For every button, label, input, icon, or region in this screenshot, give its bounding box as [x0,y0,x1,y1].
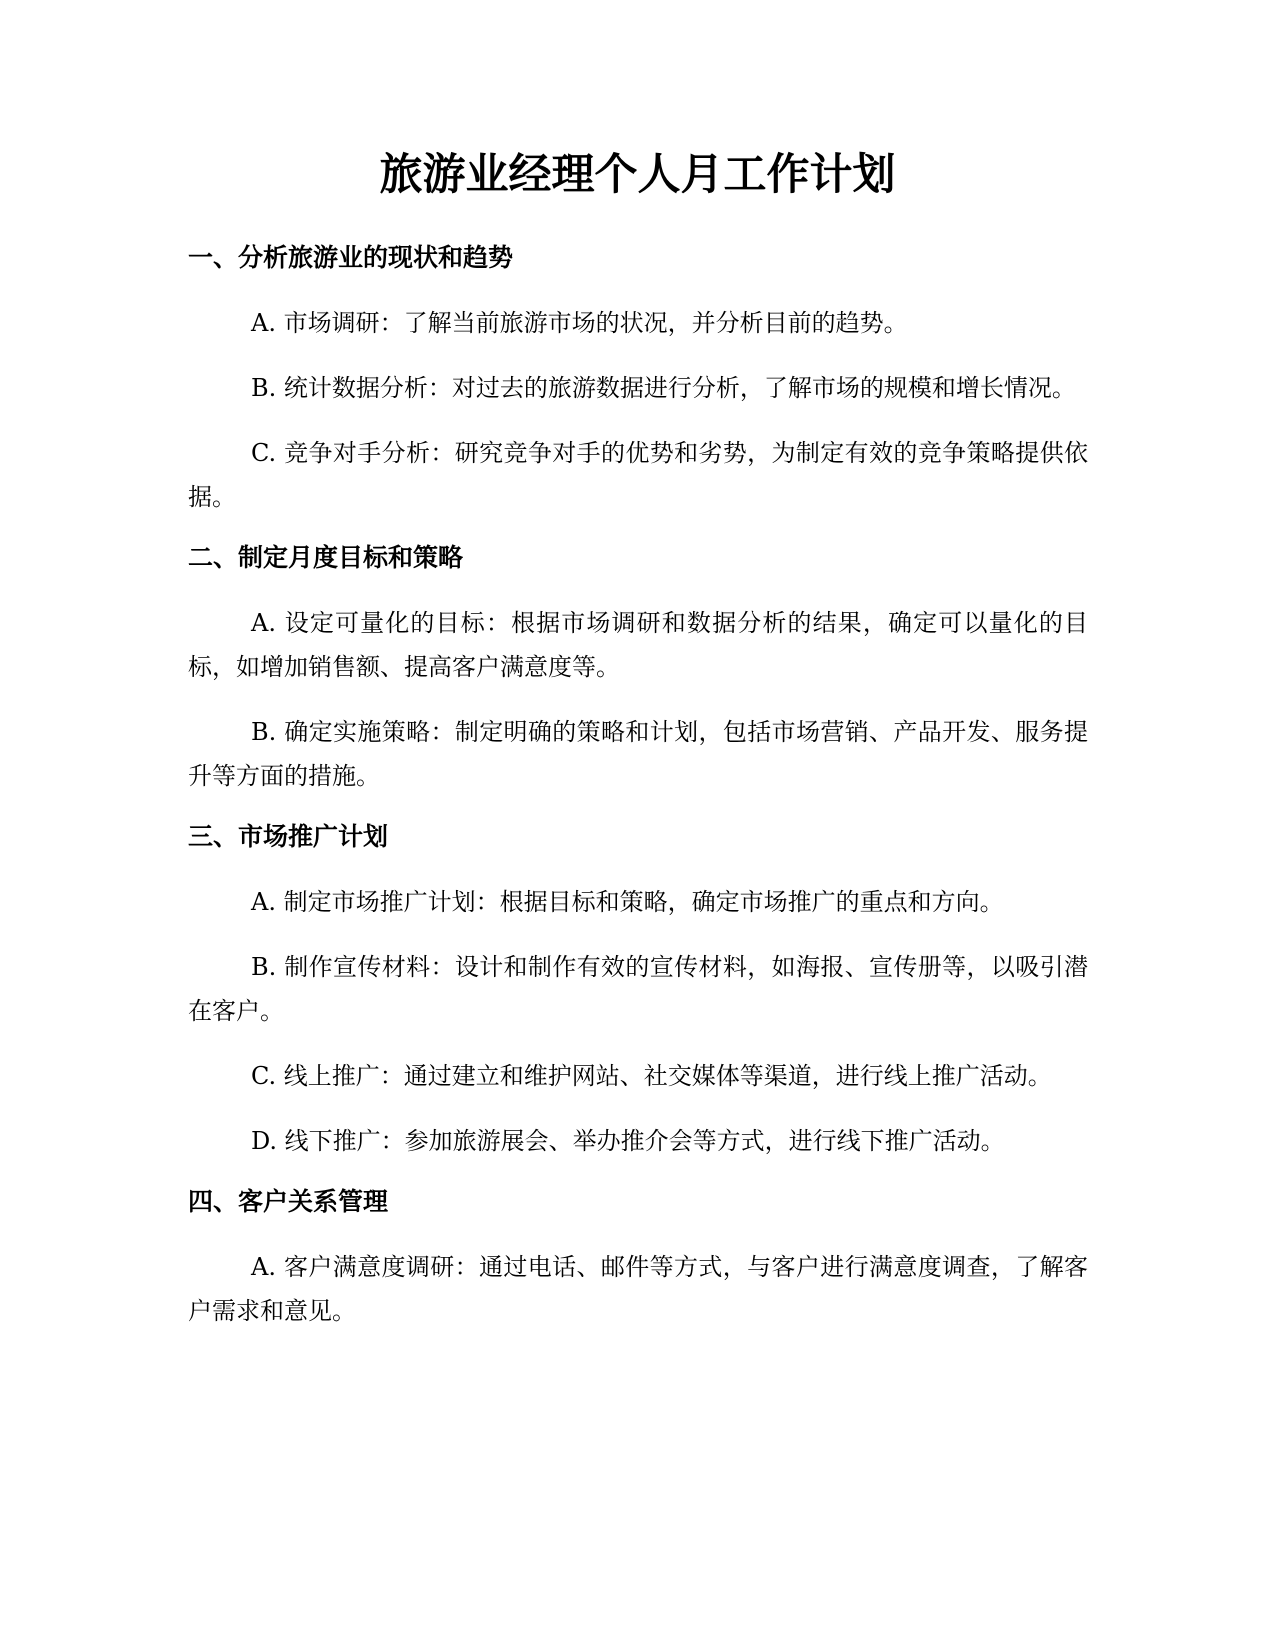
section-customer-relations [188,1184,1088,1333]
section-heading: 三、市场推广计划 [188,822,389,851]
paragraph: C. 线上推广：通过建立和维护网站、社交媒体等渠道，进行线上推广活动。 [251,1062,1052,1090]
paragraph: D. 线下推广：参加旅游展会、举办推介会等方式，进行线下推广活动。 [251,1127,1005,1155]
section-market-analysis [188,240,1088,519]
paragraph: B. 统计数据分析：对过去的旅游数据进行分析，了解市场的规模和增长情况。 [251,374,1076,402]
paragraph: A. 设定可量化的目标：根据市场调研和数据分析的结果，确定可以量化的目标，如增加销售额、提高客户满意度等。 [188,609,1088,681]
paragraph: B. 制作宣传材料：设计和制作有效的宣传材料，如海报、宣传册等，以吸引潜在客户。 [188,953,1088,1025]
paragraph: B. 确定实施策略：制定明确的策略和计划，包括市场营销、产品开发、服务提升等方面的措施。 [188,718,1088,790]
paragraph: A. 客户满意度调研：通过电话、邮件等方式，与客户进行满意度调查，了解客户需求和意见。 [188,1253,1088,1325]
section-heading: 二、制定月度目标和策略 [188,543,464,572]
section-heading: 四、客户关系管理 [188,1187,389,1216]
paragraph: A. 制定市场推广计划：根据目标和策略，确定市场推广的重点和方向。 [251,888,1004,916]
paragraph: A. 市场调研：了解当前旅游市场的状况，并分析目前的趋势。 [251,309,908,337]
document-title: 旅游业经理个人月工作计划 [379,150,896,200]
section-monthly-goals [188,540,1088,798]
section-marketing-plan [188,819,1088,1163]
document-body [188,240,1088,1354]
paragraph: C. 竞争对手分析：研究竞争对手的优势和劣势，为制定有效的竞争策略提供依据。 [188,439,1088,511]
section-heading: 一、分析旅游业的现状和趋势 [188,243,514,272]
